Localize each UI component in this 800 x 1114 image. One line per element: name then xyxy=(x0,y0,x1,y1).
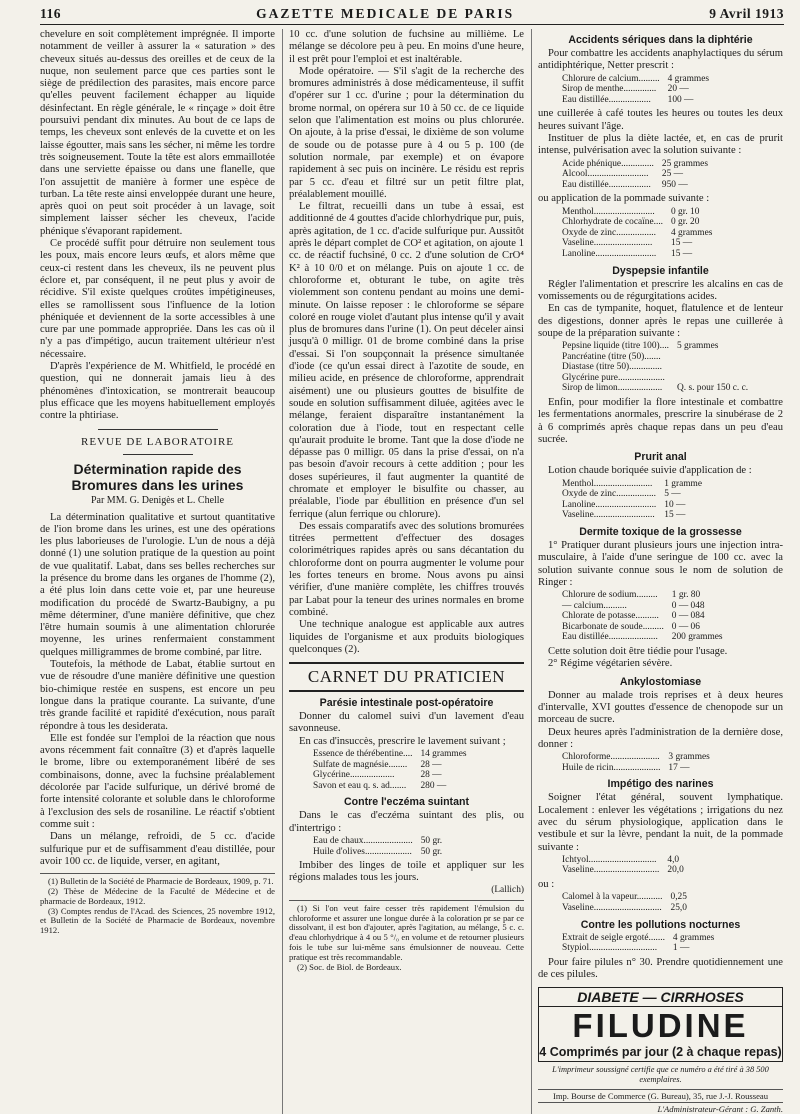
ingredient-quantity: 28 — xyxy=(420,770,442,781)
ingredient-quantity: 25,0 xyxy=(670,902,687,913)
ingredient-name: Lanoline.......................... xyxy=(562,249,657,260)
ingredient-quantity: 50 gr. xyxy=(420,836,443,846)
ingredient-name: Stypiol............................. xyxy=(562,943,658,954)
paragraph: Dans le cas d'eczéma suintant des plis, ou d'intertrigo : xyxy=(289,810,524,834)
section-heading: REVUE DE LABORATOIRE xyxy=(80,435,234,448)
ingredient-name: Glycérine................... xyxy=(313,770,395,781)
paragraph: Régler l'alimentation et prescrire les alcalins en cas de vomissements ou de régurgitations acides. xyxy=(538,278,783,302)
ingredient-name: Sirop de menthe.............. xyxy=(562,84,657,95)
prescription-row xyxy=(560,228,714,239)
prescription-row xyxy=(560,489,704,500)
printer-imprint: Imp. Bourse de Commerce (G. Bureau), 35, rue J.-J. Rousseau xyxy=(538,1089,783,1103)
ingredient-quantity: 0 — 06 xyxy=(671,621,700,632)
ingredient-name: Huile d'olives.................... xyxy=(313,846,412,857)
ingredient-name: Chlorate de potasse.......... xyxy=(562,611,659,622)
section-banner: CARNET DU PRATICIEN xyxy=(289,662,524,692)
ingredient-name: Bicarbonate de soude......... xyxy=(562,621,664,632)
ingredient-quantity: 200 grammes xyxy=(671,632,723,643)
ingredient-quantity: 4,0 xyxy=(667,854,680,865)
column-3 xyxy=(531,29,783,1114)
print-certification: L'imprimeur soussigné certifie que ce numéro a été tiré à 38 500 exemplaires. xyxy=(552,1065,769,1084)
prescription-row xyxy=(560,217,714,228)
paragraph: ou application de la pommade suivante : xyxy=(538,193,710,205)
ingredient-name: Huile de ricin.................... xyxy=(562,762,661,773)
recipe-heading: Contre les pollutions nocturnes xyxy=(580,918,741,931)
paragraph: D'après l'expérience de M. Whitfield, le procédé en question, qui ne donnerait jamais lieu à des phénomènes d'intoxication, se montrerait beaucoup plus efficace que les moyens habituellement employés contre la phtiriase. xyxy=(40,361,275,422)
ingredient-name: Alcool.......................... xyxy=(562,169,649,180)
ingredient-name: — calcium.......... xyxy=(562,600,627,611)
prescription-row xyxy=(560,943,716,954)
prescription-row xyxy=(311,836,444,847)
prescription-row xyxy=(311,749,469,760)
prescription-row xyxy=(560,169,710,180)
ingredient-name: Savon et eau q. s. ad....... xyxy=(313,780,407,791)
ingredient-quantity: 1 gramme xyxy=(664,478,703,489)
paragraph: Donner du calomel suivi d'un lavement d'eau savonneuse. xyxy=(289,711,524,735)
paragraph: 2° Régime végétarien sévère. xyxy=(548,658,673,670)
ingredient-name: Lanoline.......................... xyxy=(562,499,657,510)
paragraph: Cette solution doit être tiédie pour l'usage. xyxy=(548,646,728,658)
paragraph: Des essais comparatifs avec des solutions bromurées titrées permettent d'effectuer des dosages colorimétriques rapides après ou sans décantation du chloroforme dont on pourra augmenter le volume pour les fortes teneurs en brome. Nous avons pu ainsi vérifier, d'une manière complète, les chiffres trouvés par Labat pour la teneur des urines normales en brome combiné. xyxy=(289,520,524,618)
ingredient-quantity: Q. s. pour 150 c. c. xyxy=(677,383,749,394)
ingredient-quantity: 15 — xyxy=(671,238,693,249)
recipe-heading: Ankylostomiase xyxy=(619,675,702,688)
ingredient-name: Menthol......................... xyxy=(562,478,653,489)
prescription-row xyxy=(560,352,750,363)
ingredient-name: Eau distillée..................... xyxy=(562,632,658,643)
divider xyxy=(123,454,193,455)
recipe-heading: Parésie intestinale post-opératoire xyxy=(319,697,494,710)
divider xyxy=(98,429,218,430)
article-title: Détermination rapide des Bromures dans les urines xyxy=(71,460,244,493)
recipe-heading: Dermite toxique de la grossesse xyxy=(579,525,742,538)
prescription-table xyxy=(560,933,716,954)
paragraph: Dans un mélange, refroidi, de 5 cc. d'acide sulfurique pur et de suffisamment d'eau distillée, pour avoir 100 cc. de liquide, verser, en agitant, xyxy=(40,831,275,867)
recipe-heading: Impétigo des narines xyxy=(607,778,714,791)
prescription-table xyxy=(560,590,725,643)
paragraph: Deux heures après l'administration de la dernière dose, donner : xyxy=(538,726,783,750)
ingredient-name: Oxyde de zinc................. xyxy=(562,227,656,238)
footnote: (1) Bulletin de la Société de Pharmacie de Bordeaux, 1909, p. 71. xyxy=(48,876,274,887)
footnote: (2) Soc. de Biol. de Bordeaux. xyxy=(297,961,402,972)
ingredient-name: Vaseline............................. xyxy=(562,902,662,913)
recipe-heading: Dyspepsie infantile xyxy=(612,264,709,277)
ingredient-quantity: 14 grammes xyxy=(420,749,467,760)
prescription-row xyxy=(560,95,711,106)
paragraph: ou : xyxy=(538,879,555,891)
footnote: (2) Thèse de Médecine de la Faculté de Médecine et de pharmacie de Bordeaux, 1912. xyxy=(40,885,275,906)
prescription-table xyxy=(560,207,714,260)
prescription-row xyxy=(560,249,714,260)
prescription-row xyxy=(311,770,469,781)
ingredient-quantity: 15 — xyxy=(664,510,686,521)
ingredient-quantity: 0 gr. 20 xyxy=(671,217,700,228)
ingredient-quantity xyxy=(671,373,750,384)
ingredient-name: Extrait de seigle ergoté....... xyxy=(562,932,665,943)
paragraph: Le filtrat, recueilli dans un tube à essai, est additionné de 4 gouttes d'acide chlorhydrique pur, puis, après agitation, de 1 cc. d'acide sulfurique pur. Aussitôt après le départ complet de CO² et agitation, on ajoute 1 cc. de réactif fuchsiné, 0 cc. 2 d'une solution de CrO⁴ K² à 10 0/0 et on mélange. Puis on ajoute 1 cc. de chloroforme et, obturant le tube, on agite très violemment son contenu pendant au moins une demi-minute. On laisse reposer : le chloroforme se sépare coloré en rouge violet d'autant plus intense qu'il y avait plus de bromures dans l'urine (1). On peut déceler ainsi jusqu'à 0 milligr. 01 de brome combiné dans la prise d'essai. Si l'on soupçonnait la présence simultanée d'iode (ce qu'un essai direct à l'azotite de soude, en milieu acide, en présence de chloroforme, apprendrait aisément) une ou plusieurs gouttes de bisulfite de soude en solution suffisamment diluée, agitées avec le mélange, feraient disparaître instantanément la coloration due à l'iode, tout en respectant celle qu'aurait produite le brome. Tant que la dose d'iode ne dépasse pas 0 milligr. 05 dans la prise d'essai, on n'a pas besoin d'avoir recours à cette addition ; pour les doses supérieures, il faut augmenter la quantité de chromate et employer le bisulfite ou chasser, au préalable, l'iode par ébullition en présence d'un sel ferrique (alun ferrique ou chlorure). xyxy=(289,201,524,520)
prescription-table xyxy=(560,855,686,876)
ingredient-quantity: 3 grammes xyxy=(668,752,710,763)
ingredient-name: Sirop de limon................... xyxy=(562,383,663,394)
paragraph: Elle est fondée sur l'emploi de la réaction que nous avons récemment fait connaître (3) et d'après laquelle le brome, libre ou extemporanément libéré de ses combinaisons, donne, avec la fuchsine préalablement décolorée par l'acide sulfurique, un dérivé bromé de forte intensité colorante et soluble dans le chloroforme à l'exclusion des sels de rosaniline. Le réactif s'obtient comme suit : xyxy=(40,732,275,830)
ingredient-name: Oxyde de zinc................. xyxy=(562,489,656,500)
ingredient-name: Glycérine pure.................... xyxy=(562,372,665,383)
ingredient-name: Chlorhydrate de cocaïne.... xyxy=(562,217,664,228)
prescription-row xyxy=(560,510,704,521)
author-signature: (Lallich) xyxy=(491,884,524,895)
ingredient-name: Pepsine liquide (titre 100).... xyxy=(562,341,670,352)
paragraph: Ce procédé suffit pour détruire non seulement tous les poux, mais encore leurs œufs, et alors même que ceux-ci restent dans les cheveux, ils ne peuvent plus éclore et, par conséquent, il ne peut plus y avoir de récidive. S'il existe quelques croûtes impétigineuses, elles se ramollissent sous l'influence de la lotion phéniquée et deviennent de la sorte accessibles à une cure par une pommade appropriée. Dans les cas où il n'y a pas d'impétigo, aucun traitement ultérieur n'est nécessaire. xyxy=(40,238,275,360)
ingredient-name: Diastase (titre 50).............. xyxy=(562,362,662,373)
prescription-row xyxy=(311,847,444,858)
page-header xyxy=(40,6,784,25)
ingredient-quantity: 5 — xyxy=(664,489,681,500)
advertisement xyxy=(538,987,783,1062)
paragraph: Mode opératoire. — S'il s'agit de la recherche des bromures administrés à dose médicamenteuse, il suffit d'opérer sur 1 cc. d'urine ; pour la détermination du brome normal, on opérera sur 10 à 50 cc. de ce liquide selon que l'alimentation est moins ou plus chlorurée. On ajoute, à la prise d'essai, le dixième de son volume de soude ou de potasse pure à 4 ou 5 p. 100 (de solution normale, par exemple) et on évapore rapidement à sec puis on incinère. Le résidu est repris par 5 cc. d'eau et filtré sur un petit filtre plat, préalablement mouillé. xyxy=(289,65,524,200)
prescription-row xyxy=(560,763,712,774)
paragraph: une cuillerée à café toutes les heures ou toutes les deux heures suivant l'âge. xyxy=(538,108,783,132)
ingredient-quantity: 17 — xyxy=(668,762,690,773)
prescription-row xyxy=(560,903,689,914)
ad-brand: FILUDINE xyxy=(572,1007,749,1045)
prescription-row xyxy=(560,479,704,490)
paragraph: Lotion chaude boriquée suivie d'application de : xyxy=(548,465,752,477)
prescription-row xyxy=(560,207,714,218)
prescription-row xyxy=(560,855,686,866)
paragraph: Toutefois, la méthode de Labat, établie surtout en vue de résoudre d'une manière définitive une question bio-chimique restée en suspens, est encore un peu longue dans la pratique courante. La suivante, d'une très grande facilité et rapidité d'exécution, nous paraît répondre à tous les desiderata. xyxy=(40,659,275,732)
ingredient-quantity: 1 gr. 80 xyxy=(671,590,701,601)
footnote: (3) Comptes rendus de l'Acad. des Sciences, 25 novembre 1912, et Bulletin de la Société de Pharmacie de Bordeaux, novembre 1912. xyxy=(40,905,275,936)
ingredient-quantity: 0 — 084 xyxy=(671,611,705,622)
prescription-row xyxy=(560,500,704,511)
recipe-heading: Contre l'eczéma suintant xyxy=(344,796,469,809)
ingredient-quantity: 20 — xyxy=(667,84,689,95)
paragraph: 10 cc. d'une solution de fuchsine au millième. Le mélange se décolore peu à peu. En moins d'une heure, il est prêt pour l'emploi et est inaltérable. xyxy=(289,29,524,65)
footnotes xyxy=(40,873,275,936)
ingredient-quantity: 25 — xyxy=(661,169,683,180)
ingredient-quantity xyxy=(671,352,750,363)
prescription-row xyxy=(560,383,750,394)
prescription-row xyxy=(560,622,725,633)
paragraph: 1° Pratiquer durant plusieurs jours une injection intra-musculaire, à l'aide d'une seringue de 100 cc. avec la solution suivante connue sous le nom de solution de Ringer : xyxy=(538,539,783,588)
prescription-row xyxy=(311,781,469,792)
ingredient-quantity: 20,0 xyxy=(667,865,684,876)
paragraph: Donner au malade trois reprises et à deux heures d'intervalle, XVI gouttes d'essence de chenopode sur un morceau de sucre. xyxy=(538,689,783,726)
paragraph: Une technique analogue est applicable aux autres liquides de l'organisme et aux produits biologiques quelconques (2). xyxy=(289,619,524,655)
ingredient-quantity: 4 grammes xyxy=(667,73,710,84)
ingredient-quantity: 280 — xyxy=(420,780,447,791)
ingredient-name: Calomel à la vapeur........... xyxy=(562,892,663,903)
paragraph: Soigner l'état général, souvent lymphatique. Localement : enlever les végétations ; irrigations du nez avec du sérum physiologique, application dans le vestibule et sur la lèvre, pendant la nuit, de la pommade suivante : xyxy=(538,792,783,853)
ingredient-name: Sulfate de magnésie........ xyxy=(313,759,408,770)
paragraph: La détermination qualitative et surtout quantitative de l'ion brome dans les urines, est une des opérations les plus laborieuses de l'urologie. L'un de nous a déjà donné (1) une solution pratique de la question au point de vue qualitatif. Labat, dans ses belles recherches sur la présence du brome dans les organes de l'homme (2), a été plus loin dans cette voie et, par une heureuse modification du procédé de Swartz-Baubigny, a pu même déterminer, d'une manière définitive, que chez l'être humain soumis à une alimentation chlorurée moyenne, les urines renfermaient constamment quelques milligrammes de brome combiné, par litre. xyxy=(40,511,275,658)
prescription-row xyxy=(560,362,750,373)
prescription-table xyxy=(560,479,704,521)
ingredient-quantity: 0 — 048 xyxy=(671,600,705,611)
ingredient-name: Chloroforme..................... xyxy=(562,752,660,763)
footnotes xyxy=(289,900,524,973)
ingredient-quantity: 25 grammes xyxy=(661,158,708,169)
paragraph: Pour faire pilules n° 30. Prendre quotidiennement une de ces pilules. xyxy=(538,956,783,980)
ingredient-name: Vaseline............................ xyxy=(562,865,660,876)
journal-title: GAZETTE MEDICALE DE PARIS xyxy=(256,6,515,21)
prescription-row xyxy=(560,892,689,903)
ingredient-name: Chlorure de sodium......... xyxy=(562,590,658,601)
prescription-table xyxy=(560,159,710,191)
prescription-table xyxy=(560,752,712,773)
ingredient-quantity: 4 grammes xyxy=(671,227,713,238)
footnote: (1) Si l'on veut faire cesser très rapidement l'émulsion du chloroforme et assurer une longue durée à la coloration pr se par ce dissolvant, il est bon d'ajouter, après l'agitation, au mélange, 5 c. c. d'eau chlorhydrique à 4 ou 5 °/₀ en volume et de retourner plusieurs fois le tube sur lui-même sans émulsionner de nouveau. Cette pratique est très recommandable. xyxy=(289,902,524,962)
prescription-row xyxy=(560,341,750,352)
recipe-heading: Accidents sériques dans la diphtérie xyxy=(568,34,753,46)
prescription-table xyxy=(560,341,750,394)
ingredient-quantity: 10 — xyxy=(664,499,686,510)
ingredient-name: Chlorure de calcium......... xyxy=(562,73,660,84)
prescription-row xyxy=(560,590,725,601)
prescription-row xyxy=(560,238,714,249)
ingredient-quantity xyxy=(671,362,750,373)
recipe-heading: Prurit anal xyxy=(634,451,687,464)
prescription-row xyxy=(560,611,725,622)
paragraph: Instituer de plus la diète lactée, et, en cas de prurit intense, pulvérisation avec la solution suivante : xyxy=(538,132,783,157)
prescription-table xyxy=(560,74,711,106)
prescription-row xyxy=(311,760,469,771)
issue-date: 9 Avril 1913 xyxy=(709,6,784,21)
paragraph: En cas d'insuccès, prescrire le lavement suivant ; xyxy=(299,735,506,747)
ad-tagline: DIABETE — CIRRHOSES xyxy=(539,988,782,1007)
prescription-row xyxy=(560,180,710,191)
paragraph: Imbiber des linges de toile et appliquer sur les régions malades tous les jours. xyxy=(289,860,524,884)
ingredient-quantity: 950 — xyxy=(661,179,688,190)
prescription-row xyxy=(560,865,686,876)
article-byline: Par MM. G. Denigès et L. Chelle xyxy=(90,494,225,506)
manager-signature: L'Administrateur-Gérant : G. Zanth. xyxy=(657,1104,783,1114)
paragraph: En cas de tympanite, hoquet, flatulence et de lenteur des digestions, donner après le repas une cuillerée à soupe de la préparation suivante : xyxy=(538,303,783,339)
ingredient-name: Eau de chaux..................... xyxy=(313,836,413,846)
ingredient-name: Vaseline.......................... xyxy=(562,510,655,521)
column-1 xyxy=(40,29,275,1114)
ingredient-quantity: 100 — xyxy=(667,94,694,105)
ingredient-quantity: 28 — xyxy=(420,759,442,770)
prescription-row xyxy=(560,601,725,612)
prescription-table xyxy=(311,749,469,791)
ingredient-name: Eau distillée.................. xyxy=(562,179,651,190)
ingredient-name: Pancréatine (titre (50)....... xyxy=(562,351,661,362)
prescription-table xyxy=(311,836,444,857)
prescription-row xyxy=(560,752,712,763)
ingredient-name: Menthol.......................... xyxy=(562,206,655,217)
ingredient-quantity: 50 gr. xyxy=(420,846,443,857)
paragraph: Enfin, pour modifier la flore intestinale et combattre les fermentations anormales, prescrire la sinubérase de 2 à 6 comprimés après chaque repas dans un peu d'eau sucrée. xyxy=(538,397,783,445)
ingredient-quantity: 15 — xyxy=(671,249,693,260)
paragraph: chevelure en soit complètement imprégnée. Il importe notamment de veiller à assurer la « saturation » des cheveux situés au-dessus des oreilles et de ceux de la nuque, non seulement parce que ces parties sont le siège de prédilection des parasites, mais encore parce qu'elles peuvent facilement échapper au liquide désinfectant. En règle générale, le « rinçage » doit être poursuivi pendant dix minutes. Au bout de ce laps de temps, les cheveux sont enlevés de la cuvette et on les laisse égoutter, mais sans les sécher, ni même les tordre très soigneusement. Toute la tête est alors emmaillotée dans une serviette épaisse ou dans une flanelle, que l'on assujettit de manière à former une espèce de turban. La tête reste ainsi enveloppée durant une heure, après quoi on peut soit procéder à un lavage, soit simplement laisser sécher les cheveux, l'acide phénique s'évaporant rapidement. xyxy=(40,29,275,237)
ad-dosage: 4 Comprimés par jour (2 à chaque repas) xyxy=(539,1045,782,1060)
prescription-table xyxy=(560,892,689,913)
ingredient-quantity: 1 — xyxy=(672,943,690,954)
page-number: 116 xyxy=(40,6,62,21)
ingredient-name: Essence de thérébentine.... xyxy=(313,749,413,760)
prescription-row xyxy=(560,632,725,643)
ingredient-name: Eau distillée.................. xyxy=(562,94,651,105)
ingredient-quantity: 0,25 xyxy=(670,892,687,903)
prescription-row xyxy=(560,933,716,944)
ingredient-name: Vaseline......................... xyxy=(562,238,653,249)
ingredient-quantity: 5 grammes xyxy=(677,341,719,352)
prescription-row xyxy=(560,74,711,85)
column-2 xyxy=(282,29,524,1114)
ingredient-quantity: 4 grammes xyxy=(672,932,715,943)
prescription-row xyxy=(560,84,711,95)
ingredient-name: Acide phénique.............. xyxy=(562,158,654,169)
ingredient-name: Ichtyol............................. xyxy=(562,854,657,865)
ingredient-quantity: 0 gr. 10 xyxy=(671,206,700,217)
prescription-row xyxy=(560,159,710,170)
paragraph: Pour combattre les accidents anaphylactiques du sérum antidiphtérique, Netter prescrit : xyxy=(538,48,783,72)
prescription-row xyxy=(560,373,750,384)
